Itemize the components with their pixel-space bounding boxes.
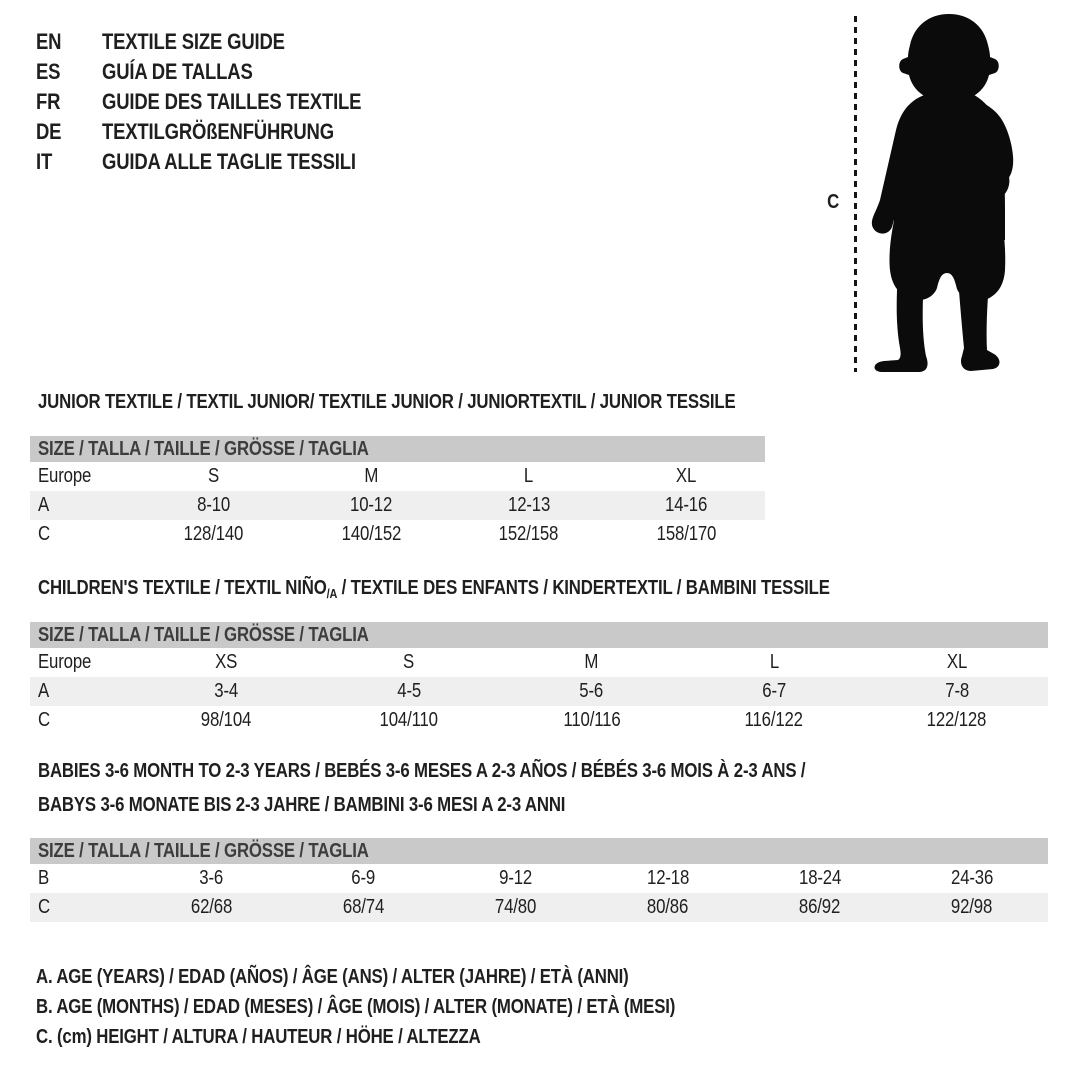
toddler-silhouette-icon (858, 12, 1018, 374)
toddler-head (899, 14, 999, 102)
cell-value: 74/80 (494, 896, 537, 918)
cell-value: 7-8 (944, 680, 969, 702)
language-code: FR (36, 89, 61, 114)
language-list (36, 27, 411, 177)
table-row-children-age (30, 677, 1048, 706)
cell-value: 158/170 (656, 523, 717, 545)
language-row (36, 57, 411, 87)
table-row-children-europe (30, 648, 1048, 677)
cell-value: M (584, 651, 599, 673)
legend-line-c: C. (cm) HEIGHT / ALTURA / HAUTEUR / HÖHE / ALTEZZA (36, 1025, 481, 1048)
cell-value: 24-36 (950, 867, 994, 889)
legend-line-a: A. AGE (YEARS) / EDAD (AÑOS) / ÂGE (ANS) / ALTER (JAHRE) / ETÀ (ANNI) (36, 965, 629, 988)
cell-value: 128/140 (183, 523, 244, 545)
row-label: C (38, 523, 50, 545)
toddler-left-leg (875, 272, 928, 372)
cell-value: 140/152 (341, 523, 402, 545)
table-row-junior-height (30, 520, 765, 549)
section-title-junior: JUNIOR TEXTILE / TEXTIL JUNIOR/ TEXTILE JUNIOR / JUNIORTEXTIL / JUNIOR TESSILE (38, 390, 736, 413)
cell-value: 5-6 (579, 680, 604, 702)
cell-value: XS (215, 651, 238, 673)
section-title-babies-line1: BABIES 3-6 MONTH TO 2-3 YEARS / BEBÉS 3-6 MESES A 2-3 AÑOS / BÉBÉS 3-6 MOIS À 2-3 ANS / (38, 759, 806, 782)
cell-value: M (364, 465, 379, 487)
cell-value: L (769, 651, 779, 673)
row-label: B (38, 867, 50, 889)
cell-value: XL (676, 465, 697, 487)
height-measure-line (854, 16, 857, 372)
table-row-babies-months (30, 864, 1048, 893)
table-row-babies-height (30, 893, 1048, 922)
cell-value: S (208, 465, 220, 487)
table-row-children-height (30, 706, 1048, 735)
language-row (36, 87, 411, 117)
row-label: A (38, 680, 50, 702)
cell-value: 110/116 (562, 709, 621, 731)
row-label: Europe (38, 465, 92, 487)
cell-value: L (524, 465, 534, 487)
legend (36, 962, 797, 1052)
cell-value: 6-9 (351, 867, 376, 889)
cell-value: 152/158 (498, 523, 559, 545)
cell-value: 104/110 (379, 709, 439, 731)
language-row (36, 147, 411, 177)
cell-value: 116/122 (744, 709, 804, 731)
language-label: GUIDA ALLE TAGLIE TESSILI (102, 149, 356, 174)
cell-value: 12-13 (507, 494, 550, 516)
language-row (36, 117, 411, 147)
size-header-children (30, 622, 1048, 648)
cell-value: 6-7 (762, 680, 786, 702)
row-label: C (38, 896, 50, 918)
language-code: IT (36, 149, 53, 174)
language-code: ES (36, 59, 61, 84)
cell-value: 9-12 (498, 867, 532, 889)
cell-value: XL (946, 651, 967, 673)
table-row-junior-europe (30, 462, 765, 491)
legend-line-b: B. AGE (MONTHS) / EDAD (MESES) / ÂGE (MOIS) / ALTER (MONATE) / ETÀ (MESI) (36, 995, 676, 1018)
cell-value: 3-4 (214, 680, 239, 702)
row-label: C (38, 709, 50, 731)
size-header-babies (30, 838, 1048, 864)
cell-value: 92/98 (951, 896, 993, 918)
cell-value: 62/68 (190, 896, 232, 918)
row-label: A (38, 494, 50, 516)
size-header-label: SIZE / TALLA / TAILLE / GRÖSSE / TAGLIA (38, 623, 369, 646)
section-title-babies-line2: BABYS 3-6 MONATE BIS 2-3 JAHRE / BAMBINI 3-6 MESI A 2-3 ANNI (38, 793, 566, 816)
cell-value: 86/92 (799, 896, 841, 918)
cell-value: 14-16 (665, 494, 708, 516)
section-title-children: CHILDREN'S TEXTILE / TEXTIL $NIÑO_{/A}$ / TEXTILE DES ENFANTS / KINDERTEXTIL / BAMBINI TESSILE (38, 577, 830, 601)
cell-value: 3-6 (199, 867, 223, 889)
language-code: DE (36, 119, 62, 144)
title-subscript: /A (326, 586, 338, 601)
cell-value: 4-5 (396, 680, 421, 702)
language-label: GUÍA DE TALLAS (102, 59, 253, 84)
height-measure-label: C (827, 191, 840, 213)
size-header-label: SIZE / TALLA / TAILLE / GRÖSSE / TAGLIA (38, 839, 369, 862)
cell-value: 98/104 (201, 709, 252, 731)
language-code: EN (36, 29, 62, 54)
language-label: GUIDE DES TAILLES TEXTILE (102, 89, 362, 114)
cell-value: 80/86 (646, 896, 689, 918)
cell-value: S (403, 651, 415, 673)
cell-value: 68/74 (342, 896, 384, 918)
size-header-label: SIZE / TALLA / TAILLE / GRÖSSE / TAGLIA (38, 437, 369, 460)
cell-value: 122/128 (926, 709, 987, 731)
cell-value: 8-10 (197, 494, 231, 516)
language-label: TEXTILGRÖßENFÜHRUNG (102, 119, 334, 144)
table-row-junior-age (30, 491, 765, 520)
language-row (36, 27, 411, 57)
size-header-junior (30, 436, 765, 462)
cell-value: 10-12 (350, 494, 393, 516)
cell-value: 18-24 (798, 867, 841, 889)
language-label: TEXTILE SIZE GUIDE (102, 29, 285, 54)
cell-value: 12-18 (646, 867, 689, 889)
row-label: Europe (38, 651, 92, 673)
